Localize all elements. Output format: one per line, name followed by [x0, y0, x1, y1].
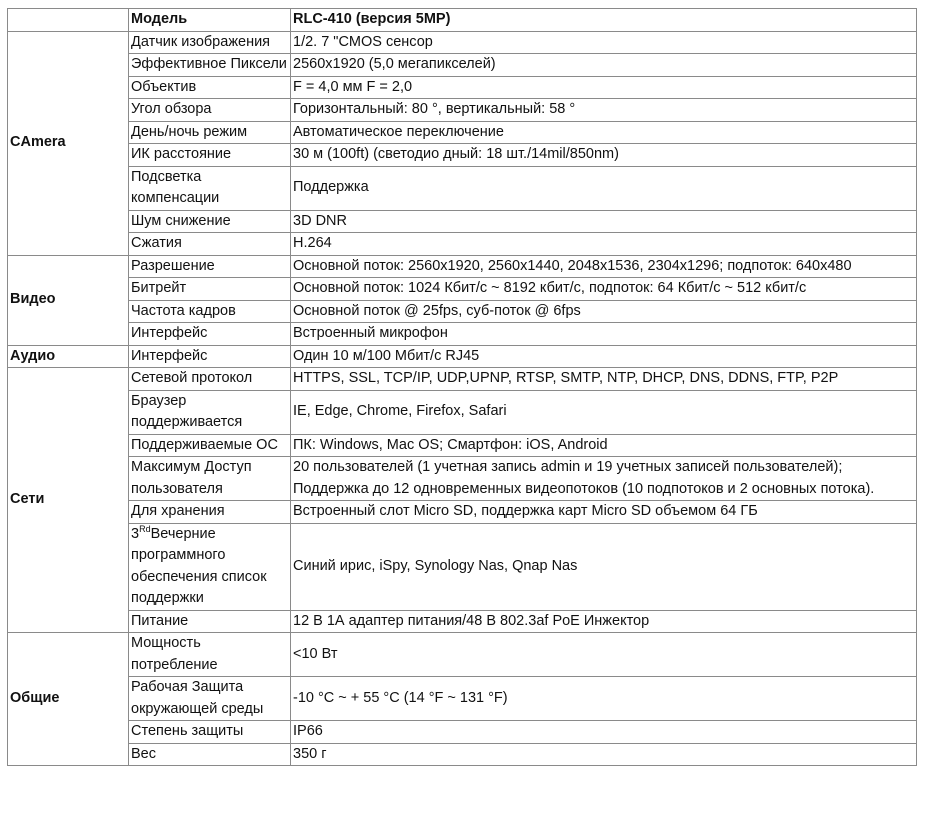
param-cell: Битрейт	[129, 278, 291, 301]
table-row	[8, 76, 917, 99]
param-cell: Степень защиты	[129, 721, 291, 744]
param-cell: Сжатия	[129, 233, 291, 256]
table-row	[8, 255, 917, 278]
param-num: 3	[131, 525, 140, 542]
param-cell: Вес	[129, 743, 291, 766]
table-row	[8, 457, 917, 501]
value-cell: 350 г	[291, 743, 917, 766]
param-cell: Частота кадров	[129, 300, 291, 323]
group-camera-label: CAmera	[8, 31, 129, 255]
table-row	[8, 501, 917, 524]
table-row	[8, 345, 917, 368]
value-cell: 20 пользователей (1 учетная запись admin и 19 учетных записей пользователей); Поддержка до 12 одновременных видеопотоков (10 подпотоков и 2 основных потока).	[291, 457, 917, 501]
param-cell: Разрешение	[129, 255, 291, 278]
header-param-cell: Модель	[129, 9, 291, 32]
value-cell: ПК: Windows, Mac OS; Смартфон: iOS, Android	[291, 434, 917, 457]
value-cell: F = 4,0 мм F = 2,0	[291, 76, 917, 99]
spec-table	[7, 8, 917, 766]
param-sup: Rd	[139, 523, 151, 534]
value-cell: 3D DNR	[291, 210, 917, 233]
table-row	[8, 210, 917, 233]
value-cell: Основной поток: 2560x1920, 2560x1440, 2048x1536, 2304x1296; подпоток: 640x480	[291, 255, 917, 278]
param-cell: День/ночь режим	[129, 121, 291, 144]
table-row	[8, 677, 917, 721]
param-cell: Объектив	[129, 76, 291, 99]
value-cell: 1/2. 7 "CMOS сенсор	[291, 31, 917, 54]
value-cell: Автоматическое переключение	[291, 121, 917, 144]
param-cell-third-party	[129, 523, 291, 610]
table-row	[8, 721, 917, 744]
param-cell: Питание	[129, 610, 291, 633]
param-cell: Рабочая Защита окружающей среды	[129, 677, 291, 721]
table-row	[8, 434, 917, 457]
param-cell: Максимум Доступ пользователя	[129, 457, 291, 501]
param-cell: Для хранения	[129, 501, 291, 524]
header-blank-cell	[8, 9, 129, 32]
table-row	[8, 166, 917, 210]
table-row	[8, 300, 917, 323]
value-cell: 2560x1920 (5,0 мегапикселей)	[291, 54, 917, 77]
value-cell: Встроенный микрофон	[291, 323, 917, 346]
value-cell: HTTPS, SSL, TCP/IP, UDP,UPNP, RTSP, SMTP, NTP, DHCP, DNS, DDNS, FTP, P2P	[291, 368, 917, 391]
group-network-label: Сети	[8, 368, 129, 633]
table-row	[8, 54, 917, 77]
value-cell: Синий ирис, iSpy, Synology Nas, Qnap Nas	[291, 523, 917, 610]
param-cell: ИК расстояние	[129, 144, 291, 167]
value-cell: IP66	[291, 721, 917, 744]
param-cell: Датчик изображения	[129, 31, 291, 54]
value-cell: <10 Вт	[291, 633, 917, 677]
value-cell: IE, Edge, Chrome, Firefox, Safari	[291, 390, 917, 434]
table-row	[8, 390, 917, 434]
value-cell: -10 °C ~ + 55 °C (14 °F ~ 131 °F)	[291, 677, 917, 721]
param-cell: Интерфейс	[129, 323, 291, 346]
value-cell: 30 м (100ft) (светодио дный: 18 шт./14mil/850nm)	[291, 144, 917, 167]
param-cell: Мощность потребление	[129, 633, 291, 677]
table-header-row	[8, 9, 917, 32]
param-cell: Подсветка компенсации	[129, 166, 291, 210]
table-row	[8, 144, 917, 167]
param-rest: Вечерние программного обеспечения список поддержки	[131, 525, 267, 606]
value-cell: Поддержка	[291, 166, 917, 210]
value-cell: Горизонтальный: 80 °, вертикальный: 58 °	[291, 99, 917, 122]
table-row	[8, 743, 917, 766]
value-cell: 12 В 1А адаптер питания/48 В 802.3af PoE Инжектор	[291, 610, 917, 633]
table-row	[8, 31, 917, 54]
param-cell: Поддерживаемые ОС	[129, 434, 291, 457]
table-row	[8, 523, 917, 610]
param-cell: Угол обзора	[129, 99, 291, 122]
param-cell: Сетевой протокол	[129, 368, 291, 391]
table-row	[8, 633, 917, 677]
table-row	[8, 121, 917, 144]
table-row	[8, 99, 917, 122]
value-cell: Основной поток @ 25fps, суб-поток @ 6fps	[291, 300, 917, 323]
value-cell: Один 10 м/100 Мбит/с RJ45	[291, 345, 917, 368]
param-cell: Интерфейс	[129, 345, 291, 368]
group-video-label: Видео	[8, 255, 129, 345]
param-cell: Браузер поддерживается	[129, 390, 291, 434]
table-row	[8, 323, 917, 346]
value-cell: H.264	[291, 233, 917, 256]
table-row	[8, 233, 917, 256]
value-cell: Встроенный слот Micro SD, поддержка карт Micro SD объемом 64 ГБ	[291, 501, 917, 524]
group-general-label: Общие	[8, 633, 129, 766]
table-row	[8, 278, 917, 301]
table-row	[8, 610, 917, 633]
param-cell: Шум снижение	[129, 210, 291, 233]
group-audio-label: Аудио	[8, 345, 129, 368]
value-cell: Основной поток: 1024 Кбит/с ~ 8192 кбит/с, подпоток: 64 Кбит/с ~ 512 кбит/с	[291, 278, 917, 301]
header-value-cell: RLC-410 (версия 5MP)	[291, 9, 917, 32]
param-cell: Эффективное Пиксели	[129, 54, 291, 77]
table-row	[8, 368, 917, 391]
